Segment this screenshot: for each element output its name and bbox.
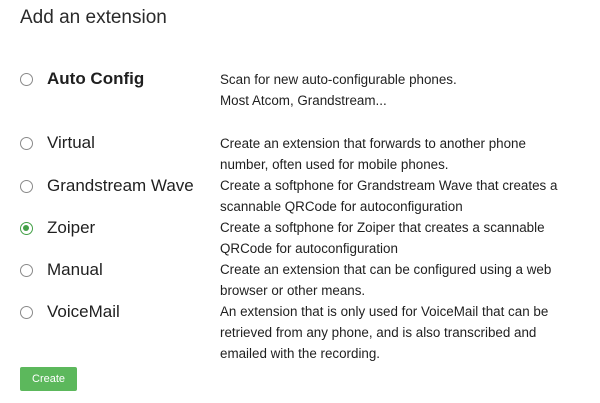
description-line: Create a softphone for Zoiper that creates a scannable — [220, 220, 545, 235]
create-button[interactable]: Create — [20, 367, 77, 391]
radio-voicemail[interactable] — [20, 306, 33, 319]
radio-auto-config[interactable] — [20, 73, 33, 86]
radio-grandstream-wave[interactable] — [20, 180, 33, 193]
option-label-virtual: Virtual — [47, 133, 95, 152]
radio-virtual[interactable] — [20, 137, 33, 150]
option-auto-config[interactable] — [20, 68, 144, 90]
description-auto-config — [220, 69, 590, 111]
option-label-grandstream-wave: Grandstream Wave — [47, 176, 194, 195]
option-virtual[interactable] — [20, 132, 95, 154]
description-voicemail — [220, 301, 590, 364]
description-line: Create an extension that forwards to another phone — [220, 136, 526, 151]
option-zoiper[interactable] — [20, 217, 95, 239]
description-zoiper — [220, 217, 590, 259]
radio-zoiper[interactable] — [20, 222, 33, 235]
option-label-manual: Manual — [47, 260, 103, 279]
description-manual — [220, 259, 590, 301]
description-line: QRCode for autoconfiguration — [220, 241, 398, 256]
option-manual[interactable] — [20, 259, 103, 281]
description-line: retrieved from any phone, and is also transcribed and — [220, 325, 537, 340]
radio-manual[interactable] — [20, 264, 33, 277]
description-line: emailed with the recording. — [220, 346, 381, 361]
description-line: scannable QRCode for autoconfiguration — [220, 199, 463, 214]
description-line: An extension that is only used for VoiceMail that can be — [220, 304, 549, 319]
description-line: number, often used for mobile phones. — [220, 157, 449, 172]
option-grandstream-wave[interactable] — [20, 175, 194, 197]
description-line: Scan for new auto-configurable phones. — [220, 72, 457, 87]
description-virtual — [220, 133, 590, 175]
description-line: Create an extension that can be configured using a web — [220, 262, 552, 277]
description-grandstream-wave — [220, 175, 590, 217]
option-label-voicemail: VoiceMail — [47, 302, 120, 321]
description-line: Most Atcom, Grandstream... — [220, 93, 387, 108]
option-voicemail[interactable] — [20, 301, 120, 323]
option-label-auto-config: Auto Config — [47, 69, 145, 88]
description-line: Create a softphone for Grandstream Wave that creates a — [220, 178, 558, 193]
page-title: Add an extension — [20, 7, 167, 28]
option-label-zoiper: Zoiper — [47, 218, 96, 237]
description-line: browser or other means. — [220, 283, 366, 298]
